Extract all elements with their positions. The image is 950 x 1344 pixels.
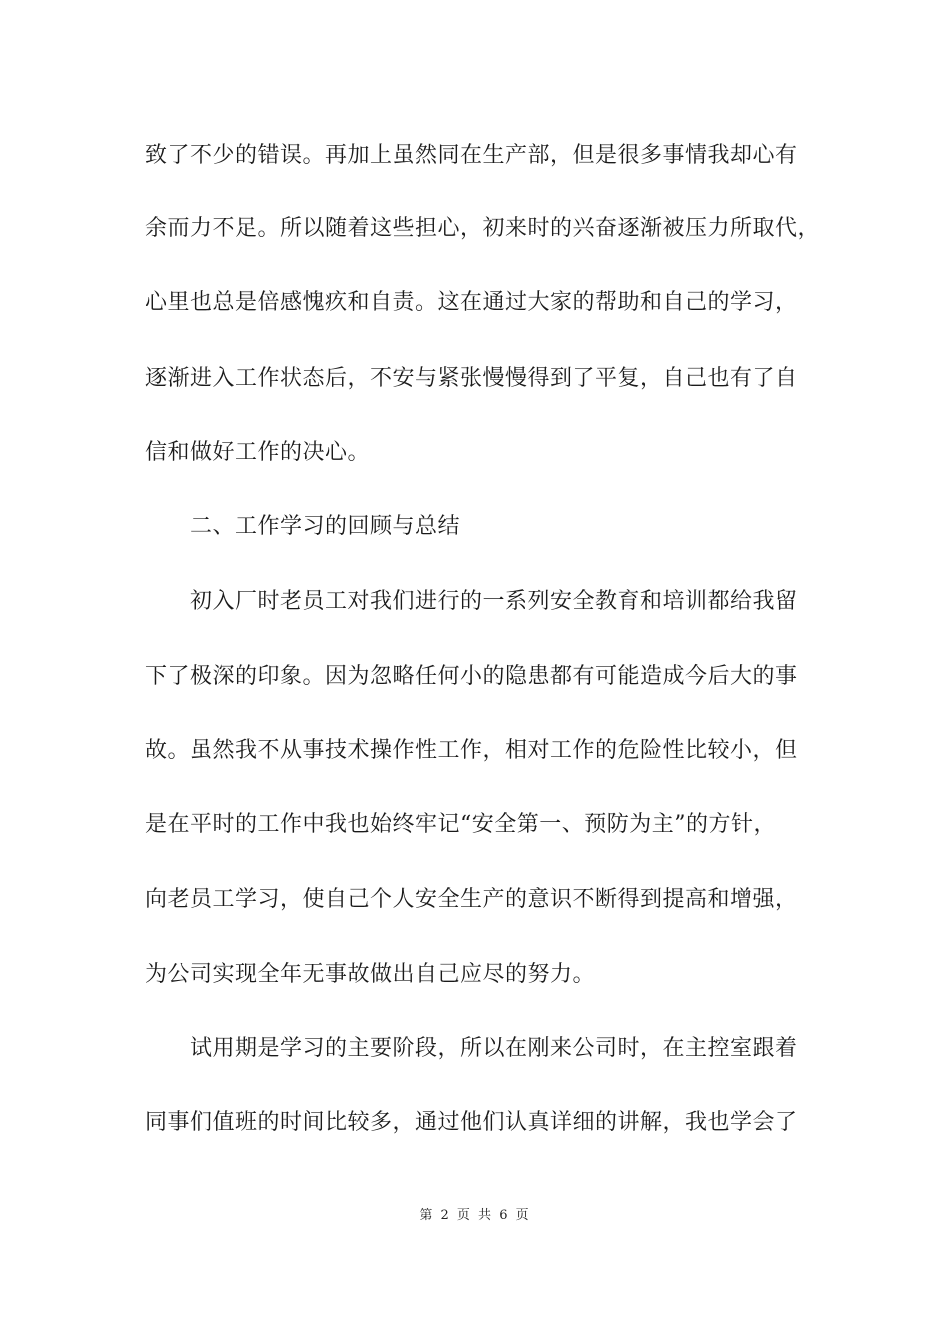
text-line: 试用期是学习的主要阶段，所以在刚来公司时，在主控室跟着 — [190, 1036, 798, 1061]
text-line: 初入厂时老员工对我们进行的一系列安全教育和培训都给我留 — [190, 589, 798, 614]
text-line: 同事们值班的时间比较多，通过他们认真详细的讲解，我也学会了 — [145, 1110, 798, 1135]
text-line: 为公司实现全年无事故做出自己应尽的努力。 — [145, 962, 596, 987]
text-line: 逐渐进入工作状态后，不安与紧张慢慢得到了平复，自己也有了自 — [145, 366, 798, 391]
text-line: 是在平时的工作中我也始终牢记“安全第一、预防为主”的方针， — [145, 812, 776, 837]
page-number-footer: 第 2 页 共 6 页 — [419, 1208, 531, 1223]
text-line: 下了极深的印象。因为忽略任何小的隐患都有可能造成今后大的事 — [145, 664, 798, 689]
section-heading: 二、工作学习的回顾与总结 — [190, 514, 461, 539]
text-line: 心里也总是倍感愧疚和自责。这在通过大家的帮助和自己的学习， — [145, 290, 798, 315]
text-line: 致了不少的错误。再加上虽然同在生产部，但是很多事情我却心有 — [145, 143, 798, 168]
text-line: 信和做好工作的决心。 — [145, 440, 371, 465]
text-line: 向老员工学习，使自己个人安全生产的意识不断得到提高和增强， — [145, 887, 798, 912]
text-line: 余而力不足。所以随着这些担心，初来时的兴奋逐渐被压力所取代， — [145, 216, 821, 241]
text-line: 故。虽然我不从事技术操作性工作，相对工作的危险性比较小，但 — [145, 738, 798, 763]
